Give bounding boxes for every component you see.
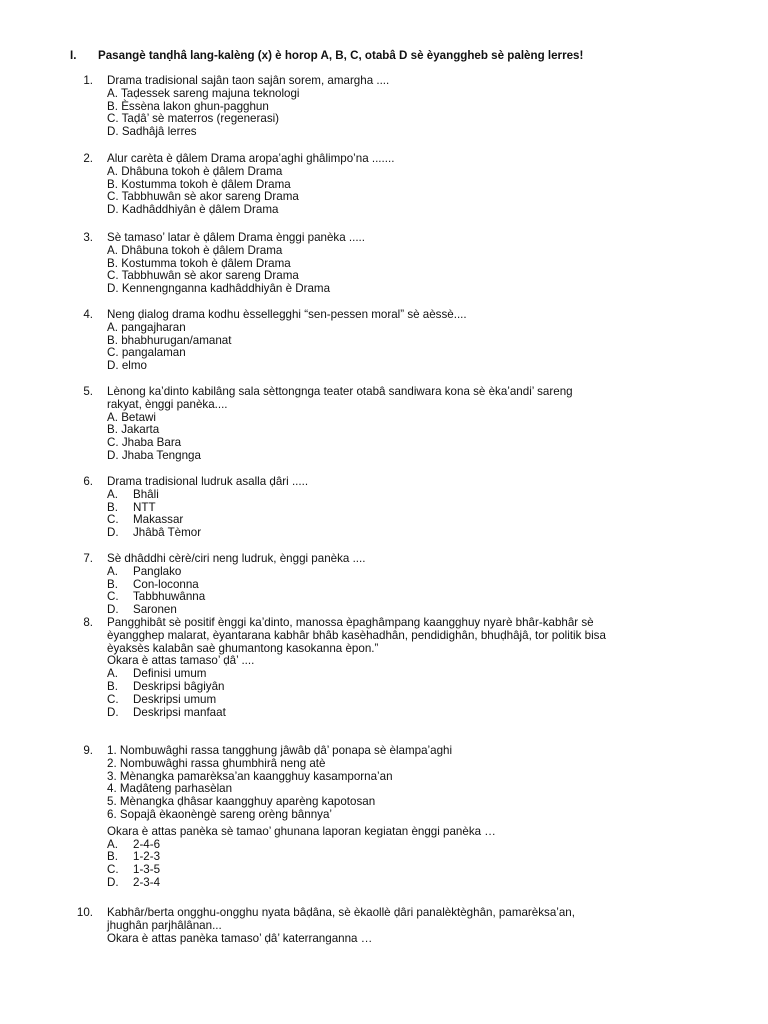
list-item: 6. Sopajâ èkaonèngè sareng orèng bânnya’ — [107, 807, 332, 821]
option-d: D. elmo — [107, 359, 147, 373]
option-c: C. Deskripsi umum — [107, 692, 217, 706]
option-c: C. 1-3-5 — [107, 863, 161, 877]
question-number: 7. — [83, 552, 93, 565]
list-item: 3. Mènangka pamarèksa’an kaangghuy kasamporna’an — [107, 769, 393, 783]
question-stem: Sè dhâddhi cèrè/ciri neng ludruk, ènggi panèka .... — [107, 552, 366, 565]
option-d: D. Deskripsi manfaat — [107, 705, 226, 719]
list-item: 1. Nombuwâghi rassa tangghung jâwâb ḍâ’ ponapa sè èlampa’aghi — [107, 744, 453, 757]
question-prompt: Okara è attas tamaso’ ḍâ’ .... — [107, 654, 255, 668]
question-number: 2. — [83, 152, 93, 165]
option-d: D. 2-3-4 — [107, 875, 161, 889]
option-d: D. Kennengnganna kadhâddhiyân è Drama — [107, 282, 331, 296]
option-c: C. Tabbhuwân sè akor sareng Drama — [107, 190, 299, 204]
question-stem: Alur carèta è ḍâlem Drama aropa’aghi ghâlimpo’na ....... — [107, 152, 395, 165]
option-a: A. Dhâbuna tokoh è ḍâlem Drama — [107, 164, 283, 178]
option-c: C. Makassar — [107, 513, 184, 527]
question-number: 6. — [83, 475, 93, 488]
question-stem: Neng ḍialog drama kodhu èssellegghi “sen-pessen moral” sè aèssè.... — [107, 308, 467, 321]
option-d: D. Saronen — [107, 603, 177, 617]
question-number: 10. — [76, 906, 93, 919]
section-number: I. — [70, 49, 77, 62]
question-number: 3. — [83, 231, 93, 244]
option-d: D. Sadhâjâ lerres — [107, 125, 197, 139]
option-c: C. Taḍâ’ sè materros (regenerasi) — [107, 112, 280, 126]
section-instruction: Pasangè tanḍhâ lang-kalèng (x) è horop A, B, C, otabâ D sè èyanggheb sè palèng lerres! — [98, 49, 584, 62]
question-number: 5. — [83, 385, 93, 398]
question-stem-line-2: èyangghep malarat, èyantarana kabhâr bhâb kasèhadhân, pendidighân, bhuḍhâjâ, tor politik bisa — [107, 628, 606, 642]
question-number: 8. — [83, 616, 93, 629]
option-b: B. bhabhurugan/amanat — [107, 333, 232, 347]
question-stem-line-1: Lènong ka’dinto kabilâng sala sèttongnga teater otabâ sandiwara kona sè èka’andi’ sareng — [107, 385, 573, 398]
question-stem-line-3: èyaksès kalabân saè ghumantong kasokanna èpon.” — [107, 641, 379, 655]
option-a: A. Dhâbuna tokoh è ḍâlem Drama — [107, 243, 283, 257]
question-number: 9. — [83, 744, 93, 757]
option-b: B. Èssèna lakon ghun-pagghun — [107, 99, 269, 113]
list-item: 4. Maḍâteng parhasèlan — [107, 782, 233, 796]
question-stem-line-2: rakyat, ènggi panèka.... — [107, 397, 228, 411]
option-d: D. Jhâbâ Tèmor — [107, 526, 202, 540]
option-b: B. Deskripsi bâgiyân — [107, 679, 225, 693]
question-number: 4. — [83, 308, 93, 321]
option-b: B. Jakarta — [107, 423, 160, 437]
question-stem-line-2: jhughân parjhâlânan... — [107, 918, 222, 932]
option-d: D. Jhaba Tengnga — [107, 448, 201, 462]
option-c: C. pangalaman — [107, 346, 186, 360]
option-a: A. Definisi umum — [107, 667, 207, 681]
question-stem: Drama tradisional sajân taon sajân sorem, amargha .... — [107, 74, 390, 87]
question-prompt: Okara è attas panèka tamaso’ ḍâ’ katerranganna … — [107, 931, 373, 945]
option-b: B. Kostumma tokoh è ḍâlem Drama — [107, 256, 291, 270]
option-a: A. Panglako — [107, 564, 182, 578]
list-item: 5. Mènangka ḍhâsar kaangghuy aparèng kapotosan — [107, 795, 376, 809]
question-stem-line-1: Kabhâr/berta ongghu-ongghu nyata bâḍâna, sè èkaollè ḍâri panalèktèghân, pamarèksa’an, — [107, 906, 575, 919]
option-b: B. Con-loconna — [107, 577, 199, 591]
option-c: C. Tabbhuwânna — [107, 590, 206, 604]
question-prompt: Okara è attas panèka sè tamao’ ghunana laporan kegiatan ènggi panèka … — [107, 824, 496, 838]
list-item: 2. Nombuwâghi rassa ghumbhirâ neng atè — [107, 756, 326, 770]
option-c: C. Tabbhuwân sè akor sareng Drama — [107, 269, 299, 283]
option-a: A. Taḍessek sareng majuna teknologi — [107, 86, 300, 100]
option-a: A. Betawi — [107, 410, 157, 424]
question-number: 1. — [83, 74, 93, 87]
question-stem-line-1: Pangghibât sè positif ènggi ka’dinto, manossa èpaghâmpang kaangghuy nyarè bhâr-kabhâr sè — [107, 616, 594, 629]
option-b: B. Kostumma tokoh è ḍâlem Drama — [107, 177, 291, 191]
option-c: C. Jhaba Bara — [107, 436, 182, 450]
option-d: D. Kadhâddhiyân è ḍâlem Drama — [107, 203, 279, 217]
question-stem: Drama tradisional ludruk asalla ḍâri ..... — [107, 475, 309, 488]
question-stem: Sè tamaso’ latar è ḍâlem Drama ènggi panèka ..... — [107, 231, 365, 244]
option-a: A. Bhâli — [107, 487, 159, 501]
option-a: A. pangajharan — [107, 320, 186, 334]
option-b: B. NTT — [107, 500, 156, 514]
option-b: B. 1-2-3 — [107, 850, 161, 864]
option-a: A. 2-4-6 — [107, 837, 161, 851]
